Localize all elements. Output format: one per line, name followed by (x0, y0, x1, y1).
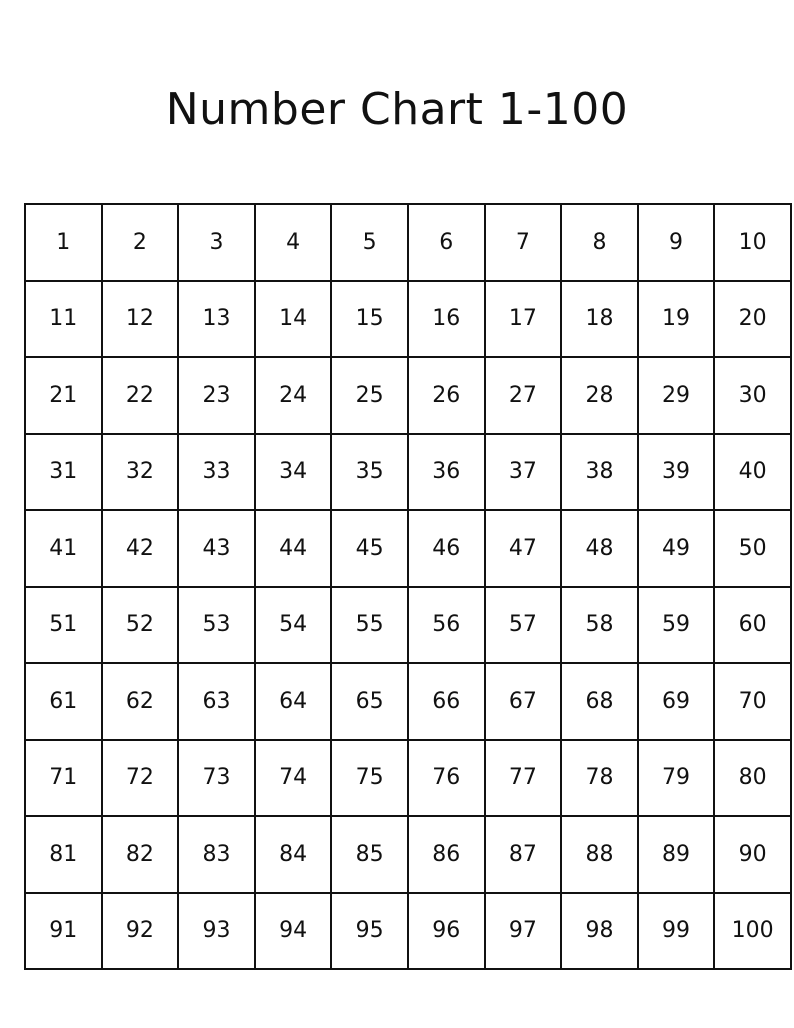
number-cell: 90 (714, 816, 791, 893)
number-cell: 100 (714, 893, 791, 970)
number-cell: 51 (25, 587, 102, 664)
number-cell: 33 (178, 434, 255, 511)
grid-row (25, 587, 791, 664)
number-cell: 9 (638, 204, 715, 281)
number-cell: 5 (331, 204, 408, 281)
grid-row (25, 204, 791, 281)
page-title: Number Chart 1-100 (165, 84, 629, 135)
number-cell: 40 (714, 434, 791, 511)
number-cell: 43 (178, 510, 255, 587)
number-cell: 93 (178, 893, 255, 970)
number-cell: 47 (485, 510, 562, 587)
number-cell: 79 (638, 740, 715, 817)
number-chart-grid (24, 203, 792, 970)
number-cell: 4 (255, 204, 332, 281)
number-cell: 83 (178, 816, 255, 893)
number-cell: 18 (561, 281, 638, 358)
number-cell: 14 (255, 281, 332, 358)
number-cell: 96 (408, 893, 485, 970)
number-cell: 64 (255, 663, 332, 740)
number-cell: 21 (25, 357, 102, 434)
number-cell: 68 (561, 663, 638, 740)
number-cell: 27 (485, 357, 562, 434)
number-cell: 99 (638, 893, 715, 970)
number-cell: 59 (638, 587, 715, 664)
grid-row (25, 663, 791, 740)
number-cell: 78 (561, 740, 638, 817)
number-cell: 16 (408, 281, 485, 358)
number-cell: 87 (485, 816, 562, 893)
number-cell: 30 (714, 357, 791, 434)
grid-row (25, 281, 791, 358)
number-cell: 42 (102, 510, 179, 587)
number-cell: 76 (408, 740, 485, 817)
number-cell: 58 (561, 587, 638, 664)
number-cell: 12 (102, 281, 179, 358)
number-cell: 7 (485, 204, 562, 281)
grid-row (25, 510, 791, 587)
number-cell: 17 (485, 281, 562, 358)
grid-row (25, 434, 791, 511)
number-cell: 81 (25, 816, 102, 893)
number-cell: 88 (561, 816, 638, 893)
number-cell: 57 (485, 587, 562, 664)
number-cell: 85 (331, 816, 408, 893)
number-cell: 24 (255, 357, 332, 434)
number-cell: 98 (561, 893, 638, 970)
number-chart-body (25, 204, 791, 969)
number-cell: 29 (638, 357, 715, 434)
number-cell: 60 (714, 587, 791, 664)
number-cell: 32 (102, 434, 179, 511)
number-cell: 94 (255, 893, 332, 970)
number-cell: 49 (638, 510, 715, 587)
number-cell: 22 (102, 357, 179, 434)
number-cell: 52 (102, 587, 179, 664)
number-cell: 19 (638, 281, 715, 358)
number-cell: 95 (331, 893, 408, 970)
number-cell: 36 (408, 434, 485, 511)
number-cell: 20 (714, 281, 791, 358)
grid-row (25, 816, 791, 893)
number-cell: 48 (561, 510, 638, 587)
number-cell: 61 (25, 663, 102, 740)
number-cell: 63 (178, 663, 255, 740)
number-cell: 82 (102, 816, 179, 893)
number-cell: 50 (714, 510, 791, 587)
grid-row (25, 357, 791, 434)
number-cell: 84 (255, 816, 332, 893)
number-cell: 86 (408, 816, 485, 893)
grid-row (25, 893, 791, 970)
number-cell: 34 (255, 434, 332, 511)
number-cell: 8 (561, 204, 638, 281)
number-cell: 92 (102, 893, 179, 970)
number-cell: 53 (178, 587, 255, 664)
number-cell: 28 (561, 357, 638, 434)
number-cell: 80 (714, 740, 791, 817)
number-cell: 66 (408, 663, 485, 740)
number-cell: 13 (178, 281, 255, 358)
number-cell: 25 (331, 357, 408, 434)
number-cell: 2 (102, 204, 179, 281)
number-cell: 11 (25, 281, 102, 358)
number-cell: 41 (25, 510, 102, 587)
number-cell: 39 (638, 434, 715, 511)
number-cell: 97 (485, 893, 562, 970)
number-cell: 75 (331, 740, 408, 817)
number-cell: 77 (485, 740, 562, 817)
number-cell: 10 (714, 204, 791, 281)
number-cell: 38 (561, 434, 638, 511)
number-cell: 56 (408, 587, 485, 664)
number-cell: 70 (714, 663, 791, 740)
number-cell: 45 (331, 510, 408, 587)
number-cell: 69 (638, 663, 715, 740)
number-cell: 67 (485, 663, 562, 740)
number-cell: 35 (331, 434, 408, 511)
number-cell: 91 (25, 893, 102, 970)
number-cell: 23 (178, 357, 255, 434)
grid-row (25, 740, 791, 817)
number-cell: 37 (485, 434, 562, 511)
number-cell: 65 (331, 663, 408, 740)
number-cell: 89 (638, 816, 715, 893)
number-cell: 72 (102, 740, 179, 817)
number-cell: 26 (408, 357, 485, 434)
number-cell: 15 (331, 281, 408, 358)
number-cell: 46 (408, 510, 485, 587)
number-cell: 44 (255, 510, 332, 587)
number-cell: 71 (25, 740, 102, 817)
number-cell: 55 (331, 587, 408, 664)
number-cell: 1 (25, 204, 102, 281)
number-cell: 54 (255, 587, 332, 664)
number-cell: 6 (408, 204, 485, 281)
number-cell: 31 (25, 434, 102, 511)
number-cell: 74 (255, 740, 332, 817)
number-cell: 62 (102, 663, 179, 740)
number-cell: 3 (178, 204, 255, 281)
number-cell: 73 (178, 740, 255, 817)
